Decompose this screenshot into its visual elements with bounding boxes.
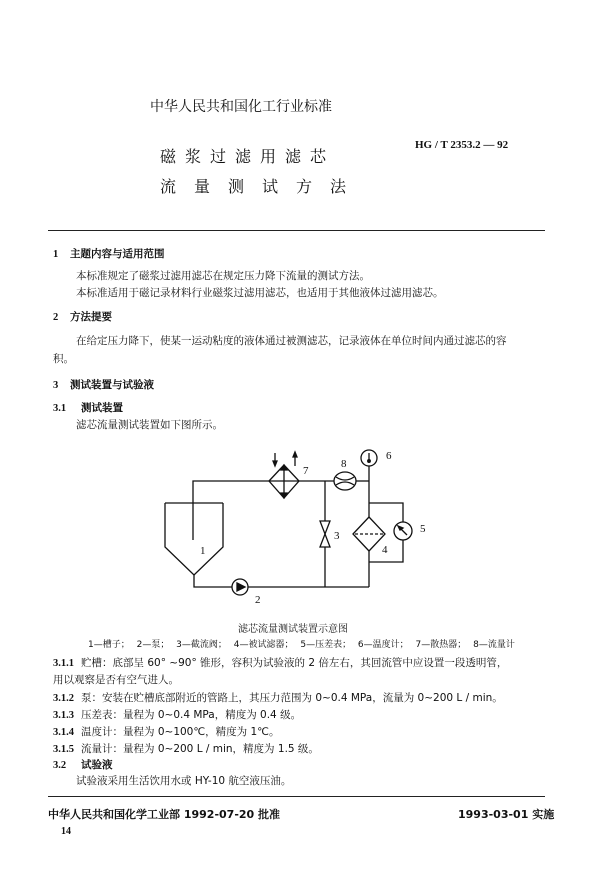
section-number: 3.1.1 — [53, 658, 74, 669]
label-tank: 1 — [200, 545, 206, 557]
label-filter: 4 — [382, 544, 388, 556]
implementation-date: 1993-03-01 实施 — [458, 808, 555, 821]
label-diff-gauge: 5 — [420, 523, 426, 535]
standard-number: HG / T 2353.2 — 92 — [415, 139, 509, 151]
issuing-organization: 中华人民共和国化工行业标准 — [150, 99, 332, 115]
label-thermometer: 6 — [386, 450, 392, 462]
section-1-paragraph-1: 本标准规定了磁浆过滤用滤芯在规定压力降下流量的测试方法。 — [76, 270, 370, 282]
label-valve: 3 — [334, 530, 340, 542]
section-text: 流量计：量程为 0~200 L / min，精度为 1.5 级。 — [81, 743, 319, 755]
section-number: 3.1.3 — [53, 710, 74, 721]
differential-pressure-gauge-icon — [394, 522, 412, 540]
section-2-paragraph-line2: 积。 — [53, 353, 74, 365]
section-number: 3.1.5 — [53, 744, 74, 755]
section-2-paragraph-line1: 在给定压力降下，使某一运动粘度的液体通过被测滤芯，记录液体在单位时间内通过滤芯的容 — [76, 335, 507, 347]
storage-tank-icon — [165, 481, 269, 575]
heat-exchanger-icon — [269, 452, 299, 498]
section-3-2-paragraph: 试验液采用生活饮用水或 HY-10 航空液压油。 — [76, 775, 292, 787]
label-flowmeter: 8 — [341, 458, 347, 470]
section-number: 3.1.4 — [53, 727, 74, 738]
flowmeter-icon — [334, 472, 356, 490]
section-1-paragraph-2: 本标准适用于磁记录材料行业磁浆过滤用滤芯，也适用于其他液体过滤用滤芯。 — [76, 287, 444, 299]
section-number: 3.1.2 — [53, 693, 74, 704]
section-text: 压差表：量程为 0~0.4 MPa，精度为 0.4 级。 — [81, 709, 302, 721]
section-text: 泵：安装在贮槽底部附近的管路上，其压力范围为 0~0.4 MPa，流量为 0~200 L / min。 — [81, 692, 503, 704]
document-title-line1: 磁浆过滤用滤芯 — [160, 147, 336, 166]
section-3-1-2 — [53, 690, 503, 705]
label-heat-exchanger: 7 — [303, 465, 309, 477]
section-title: 方法提要 — [70, 311, 112, 323]
approval-line: 中华人民共和国化学工业部 1992-07-20 批准 — [48, 808, 281, 821]
section-3-1-1-line1 — [53, 655, 507, 670]
figure-legend: 1—槽子； 2—泵； 3—截流阀； 4—被试滤器； 5—压差表； 6—温度计； 7—散热器； 8—流量计 — [88, 640, 515, 650]
section-number: 3 — [53, 380, 59, 391]
thermometer-gauge-icon — [361, 450, 377, 466]
section-title: 测试装置 — [81, 402, 123, 414]
document-title-line2: 流量测试方法 — [160, 177, 365, 196]
pump-icon — [232, 579, 248, 595]
section-number: 3.1 — [53, 403, 67, 414]
section-number: 2 — [53, 312, 59, 323]
section-3-2-heading — [53, 757, 113, 772]
section-3-1-4 — [53, 724, 279, 739]
figure-caption: 滤芯流量测试装置示意图 — [238, 624, 348, 635]
section-title: 测试装置与试验液 — [70, 379, 154, 391]
section-3-1-3 — [53, 707, 301, 722]
section-3-1-5 — [53, 741, 319, 756]
section-3-1-1-line2: 用以观察是否有空气进人。 — [53, 674, 179, 686]
footer-divider — [48, 796, 545, 797]
section-text: 温度计：量程为 0~100℃，精度为 1℃。 — [81, 726, 280, 738]
section-number: 1 — [53, 249, 59, 260]
test-filter-icon — [353, 517, 385, 551]
section-title: 试验液 — [81, 759, 113, 771]
section-text: 贮槽：底部呈 60° ~90° 锥形，容积为试验液的 2 倍左右，其回流管中应设置一段透明管， — [81, 657, 508, 669]
bypass-valve-icon — [320, 521, 330, 547]
section-3-1-paragraph: 滤芯流量测试装置如下图所示。 — [76, 419, 223, 431]
label-pump: 2 — [255, 594, 261, 606]
section-number: 3.2 — [53, 760, 67, 771]
section-title: 主题内容与适用范围 — [70, 248, 165, 260]
page-number: 14 — [61, 826, 71, 837]
